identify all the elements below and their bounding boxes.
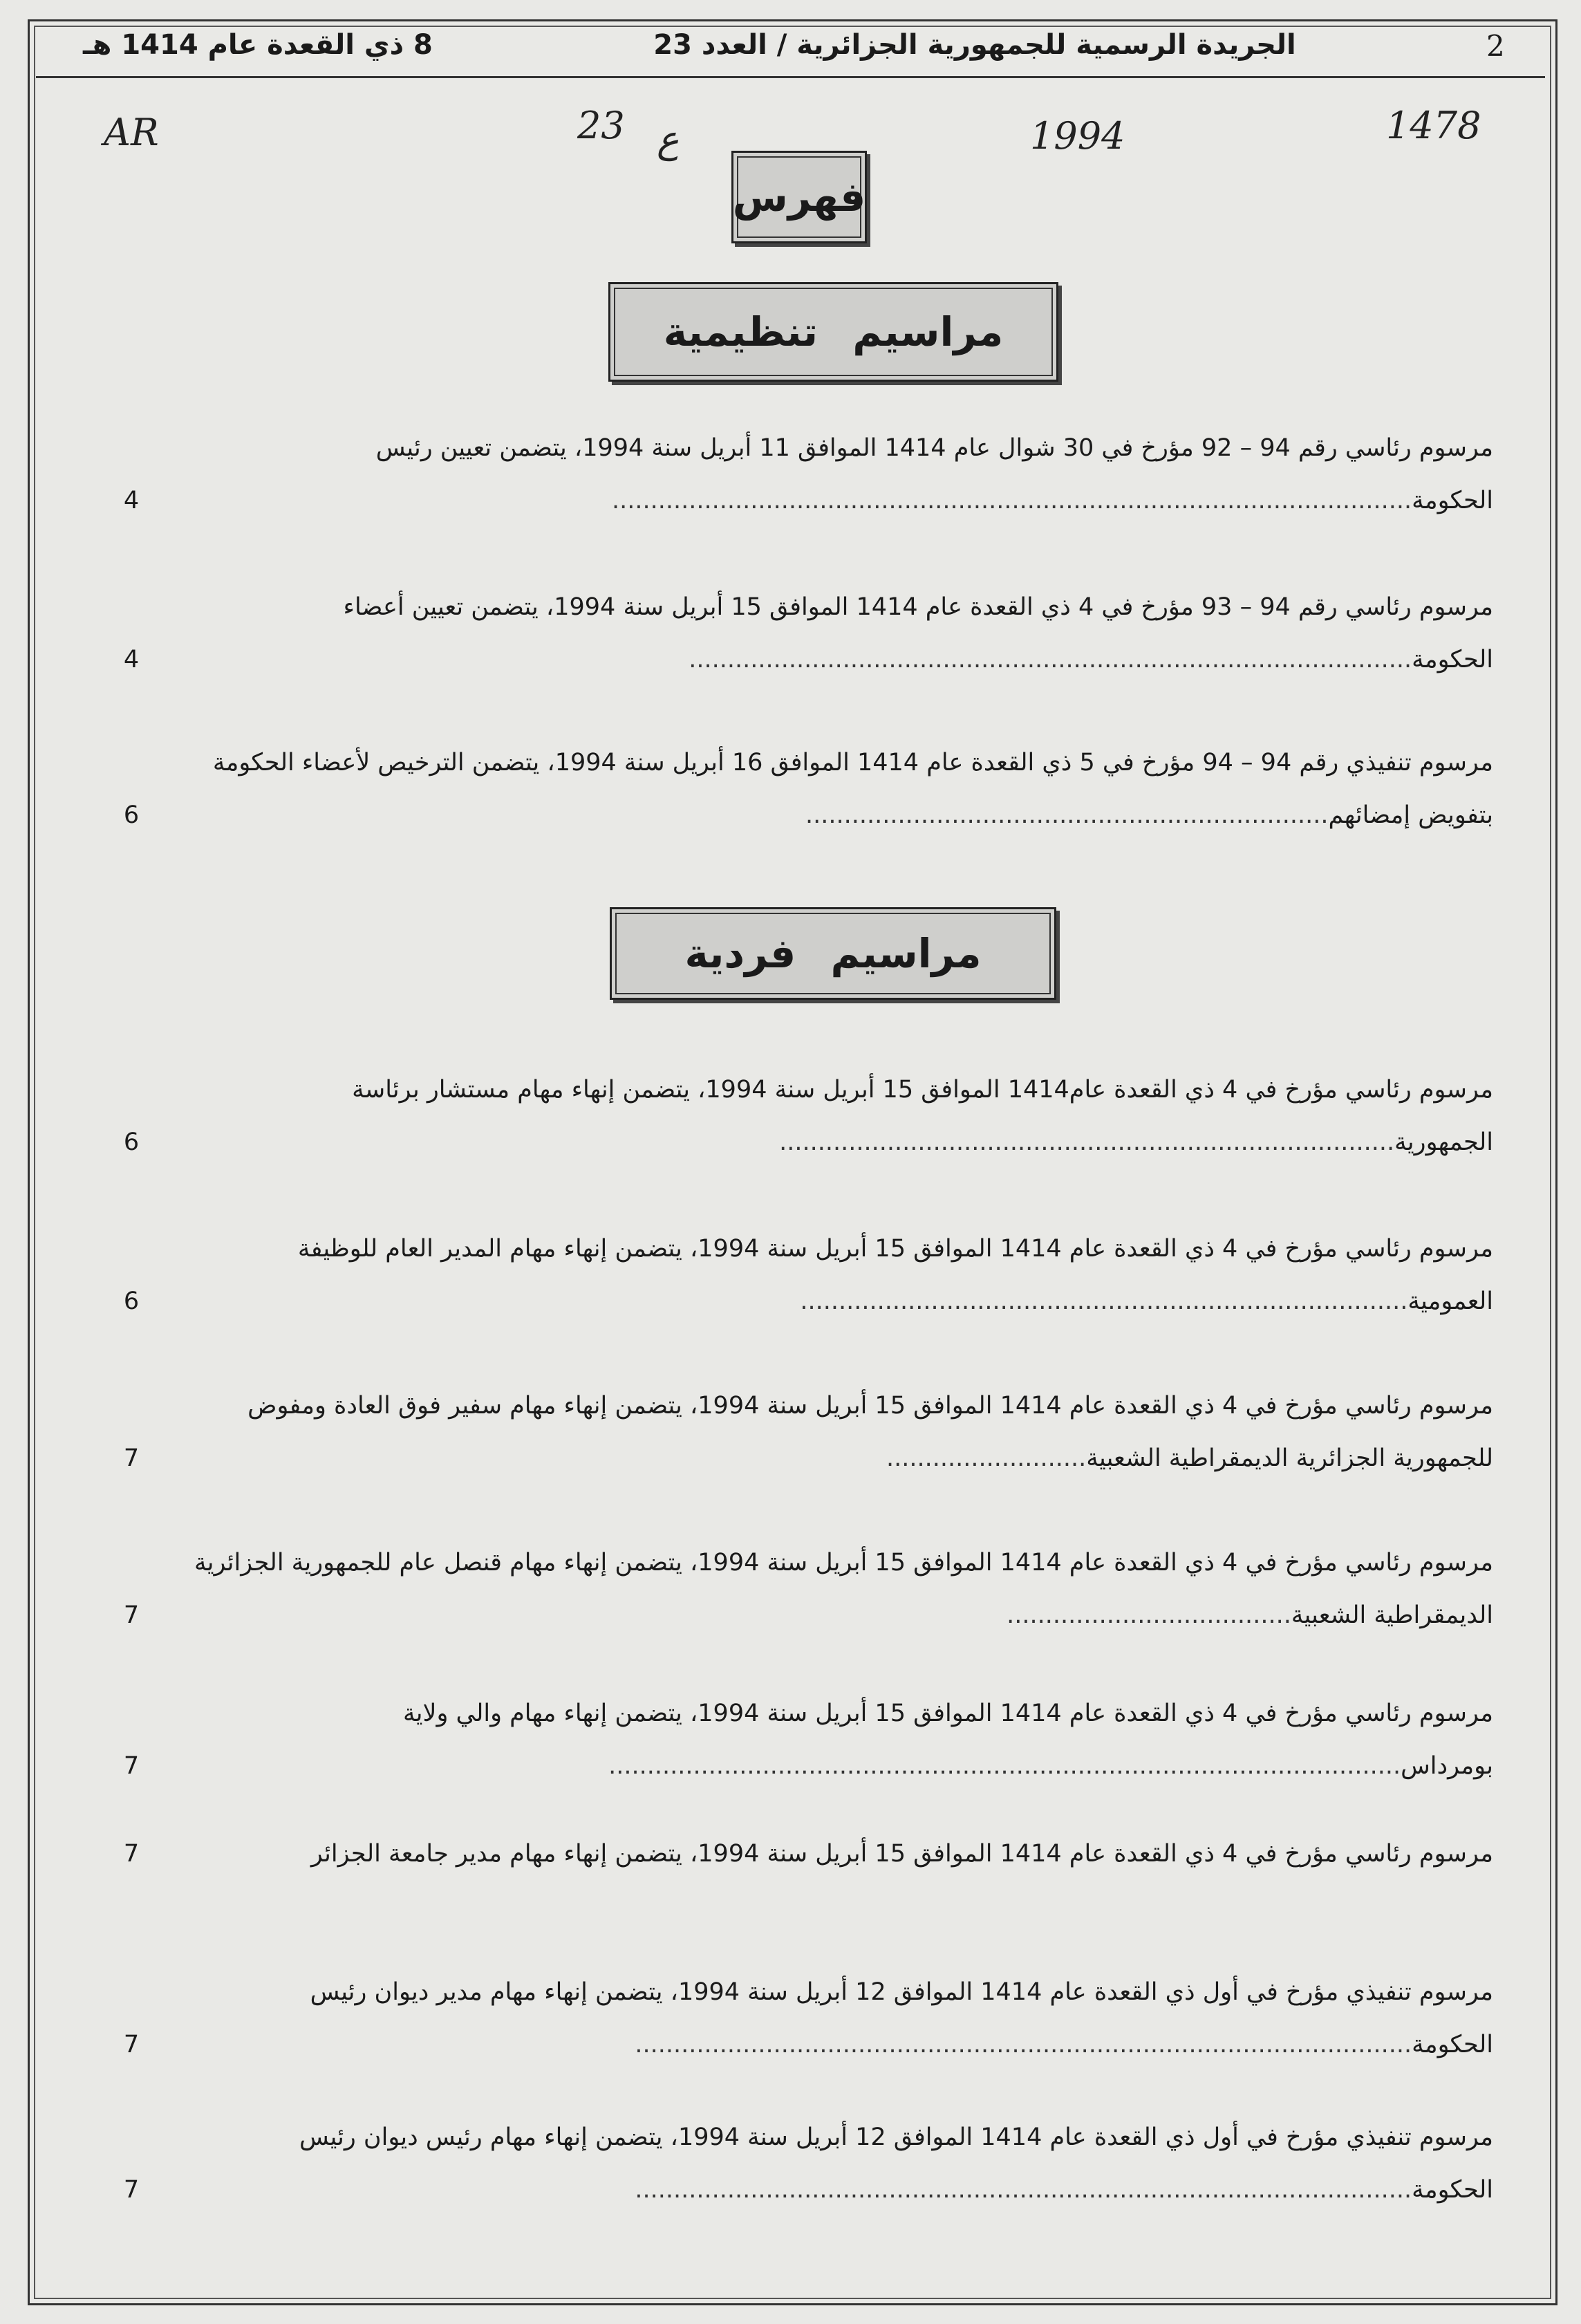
toc-entry: مرسوم رئاسي مؤرخ في 4 ذي القعدة عام1414 الموافق 15 أبريل سنة 1994، يتضمن إنهاء مهام مستشار برئاسة الجمهورية................................................................................ 6 (104, 1063, 1493, 1169)
entry-page-number: 6 (123, 1128, 140, 1156)
entry-page-number: 6 (123, 1288, 140, 1315)
section-title-individual: مراسيم فردية (610, 907, 1056, 1000)
index-title: فهرس (731, 151, 867, 243)
toc-entry (104, 1828, 1493, 1880)
entry-page-number: 7 (123, 1752, 140, 1780)
entry-text: مرسوم رئاسي مؤرخ في 4 ذي القعدة عام 1414 الموافق 15 أبريل سنة 1994، يتضمن إنهاء مهام مدير جامعة الجزائر (310, 1840, 1493, 1868)
header-rule (36, 76, 1545, 78)
entry-page-number: 4 (123, 487, 140, 514)
entry-text: مرسوم تنفيذي مؤرخ في أول ذي القعدة عام 1414 الموافق 12 أبريل سنة 1994، يتضمن إنهاء مهام مدير ديوان رئيس الحكومة (310, 1978, 1493, 2058)
journal-title: الجريدة الرسمية للجمهورية الجزائرية / العدد 23 (653, 29, 1296, 61)
toc-entry: مرسوم رئاسي رقم 94 – 93 مؤرخ في 4 ذي القعدة عام 1414 الموافق 15 أبريل سنة 1994، يتضمن تعيين أعضاء الحكومة.............................................................................................. 4 (104, 581, 1493, 686)
toc-entry: مرسوم تنفيذي مؤرخ في أول ذي القعدة عام 1414 الموافق 12 أبريل سنة 1994، يتضمن إنهاء مهام مدير ديوان رئيس الحكومة..................................................................................................... 7 (104, 1966, 1493, 2071)
issue-date: 8 ذي القعدة عام 1414 هـ (83, 29, 433, 61)
entry-text: مرسوم تنفيذي مؤرخ في أول ذي القعدة عام 1414 الموافق 12 أبريل سنة 1994، يتضمن إنهاء مهام رئيس ديوان رئيس الحكومة (299, 2123, 1493, 2204)
section-title-regulatory: مراسيم تنظيمية (608, 282, 1058, 382)
toc-entry: مرسوم تنفيذي رقم 94 – 94 مؤرخ في 5 ذي القعدة عام 1414 الموافق 16 أبريل سنة 1994، يتضمن الترخيص لأعضاء الحكومة بتفويض إمضائهم.................................................................... 6 (104, 736, 1493, 842)
entry-text: مرسوم رئاسي مؤرخ في 4 ذي القعدة عام1414 الموافق 15 أبريل سنة 1994، يتضمن إنهاء مهام مستشار برئاسة الجمهورية (352, 1076, 1493, 1156)
handwritten-reference: 1478 (1386, 104, 1481, 147)
entry-text: مرسوم رئاسي مؤرخ في 4 ذي القعدة عام 1414 الموافق 15 أبريل سنة 1994، يتضمن إنهاء مهام والي ولاية بومرداس (403, 1700, 1493, 1780)
toc-entry: مرسوم رئاسي مؤرخ في 4 ذي القعدة عام 1414 الموافق 15 أبريل سنة 1994، يتضمن إنهاء مهام والي ولاية بومرداس....................................................................................................... 7 (104, 1687, 1493, 1792)
page-number: 2 (1486, 29, 1505, 63)
toc-entry: مرسوم رئاسي رقم 94 – 92 مؤرخ في 30 شوال عام 1414 الموافق 11 أبريل سنة 1994، يتضمن تعيين رئيس الحكومة........................................................................................................ 4 (104, 422, 1493, 527)
toc-entry: مرسوم تنفيذي مؤرخ في أول ذي القعدة عام 1414 الموافق 12 أبريل سنة 1994، يتضمن إنهاء مهام رئيس ديوان رئيس الحكومة..................................................................................................... 7 (104, 2111, 1493, 2216)
toc-entry: مرسوم رئاسي مؤرخ في 4 ذي القعدة عام 1414 الموافق 15 أبريل سنة 1994، يتضمن إنهاء مهام المدير العام للوظيفة العمومية............................................................................... 6 (104, 1223, 1493, 1328)
entry-page-number: 4 (123, 646, 140, 673)
entry-text: مرسوم رئاسي مؤرخ في 4 ذي القعدة عام 1414 الموافق 15 أبريل سنة 1994، يتضمن إنهاء مهام قنصل عام للجمهورية الجزائرية الديمقراطية الشعبية (194, 1549, 1493, 1629)
handwritten-year: 1994 (1030, 114, 1125, 158)
entry-page-number: 7 (123, 1601, 140, 1629)
entry-text: مرسوم رئاسي مؤرخ في 4 ذي القعدة عام 1414 الموافق 15 أبريل سنة 1994، يتضمن إنهاء مهام المدير العام للوظيفة العمومية (297, 1235, 1493, 1315)
entry-page-number: 7 (123, 1840, 140, 1868)
toc-entry: مرسوم رئاسي مؤرخ في 4 ذي القعدة عام 1414 الموافق 15 أبريل سنة 1994، يتضمن إنهاء مهام قنصل عام للجمهورية الجزائرية الديمقراطية الشعبية..................................... 7 (104, 1536, 1493, 1642)
handwritten-issue-number: 23 (577, 104, 625, 147)
entry-page-number: 7 (123, 2031, 140, 2058)
toc-entry: مرسوم رئاسي مؤرخ في 4 ذي القعدة عام 1414 الموافق 15 أبريل سنة 1994، يتضمن إنهاء مهام سفير فوق العادة ومفوض للجمهورية الجزائرية الديمقراطية الشعبية.......................... 7 (104, 1379, 1493, 1485)
entry-text: مرسوم تنفيذي رقم 94 – 94 مؤرخ في 5 ذي القعدة عام 1414 الموافق 16 أبريل سنة 1994، يتضمن الترخيص لأعضاء الحكومة بتفويض إمضائهم (212, 749, 1493, 829)
handwritten-left-note: AR (104, 111, 159, 154)
entry-page-number: 6 (123, 801, 140, 829)
entry-text: مرسوم رئاسي مؤرخ في 4 ذي القعدة عام 1414 الموافق 15 أبريل سنة 1994، يتضمن إنهاء مهام سفير فوق العادة ومفوض للجمهورية الجزائرية الديمقراطية الشعبية (247, 1392, 1493, 1472)
entry-text: مرسوم رئاسي رقم 94 – 93 مؤرخ في 4 ذي القعدة عام 1414 الموافق 15 أبريل سنة 1994، يتضمن تعيين أعضاء الحكومة (343, 593, 1493, 673)
entry-page-number: 7 (123, 1444, 140, 1472)
entry-page-number: 7 (123, 2176, 140, 2204)
handwritten-mark: ع (657, 118, 680, 161)
entry-text: مرسوم رئاسي رقم 94 – 92 مؤرخ في 30 شوال عام 1414 الموافق 11 أبريل سنة 1994، يتضمن تعيين رئيس الحكومة (375, 434, 1493, 514)
